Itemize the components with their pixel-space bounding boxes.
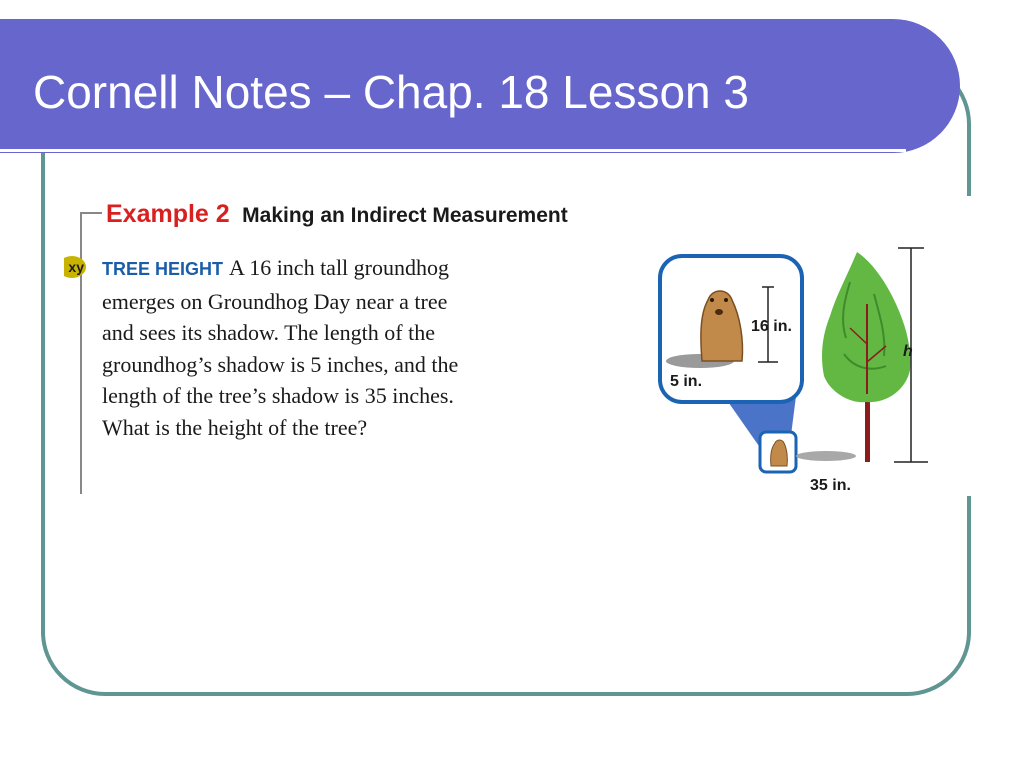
problem-line: length of the tree’s shadow is 35 inches. [102,383,454,408]
problem-line: emerges on Groundhog Day near a tree [102,288,448,314]
problem-line: and sees its shadow. The length of the [102,320,435,345]
excerpt-bracket-top [80,212,102,214]
problem-line: TREE HEIGHT A 16 inch tall groundhog [102,255,449,280]
problem-line: groundhog’s shadow is 5 inches, and the [102,351,459,377]
problem-label: TREE HEIGHT [102,259,224,279]
banner-rule [0,149,906,152]
groundhog-height-label: 16 in. [751,318,792,335]
groundhog-shadow-label: 5 in. [670,373,703,390]
groundhog-tree-diagram [654,244,944,496]
tree-height-label: h [903,343,913,360]
excerpt-bracket [80,212,82,494]
example-heading [106,200,568,229]
problem-text [102,252,582,443]
problem-line: What is the height of the tree? [102,414,368,440]
tree-shadow-label: 35 in. [810,477,851,494]
example-number: Example 2 [106,200,230,228]
xy-badge-icon: xy [64,256,86,278]
slide-title: Cornell Notes – Chap. 18 Lesson 3 [33,66,749,118]
title-banner [0,19,960,153]
tree-icon [822,252,910,462]
tree-shadow [796,451,856,461]
textbook-excerpt [64,196,974,496]
example-title: Making an Indirect Measurement [242,204,568,227]
